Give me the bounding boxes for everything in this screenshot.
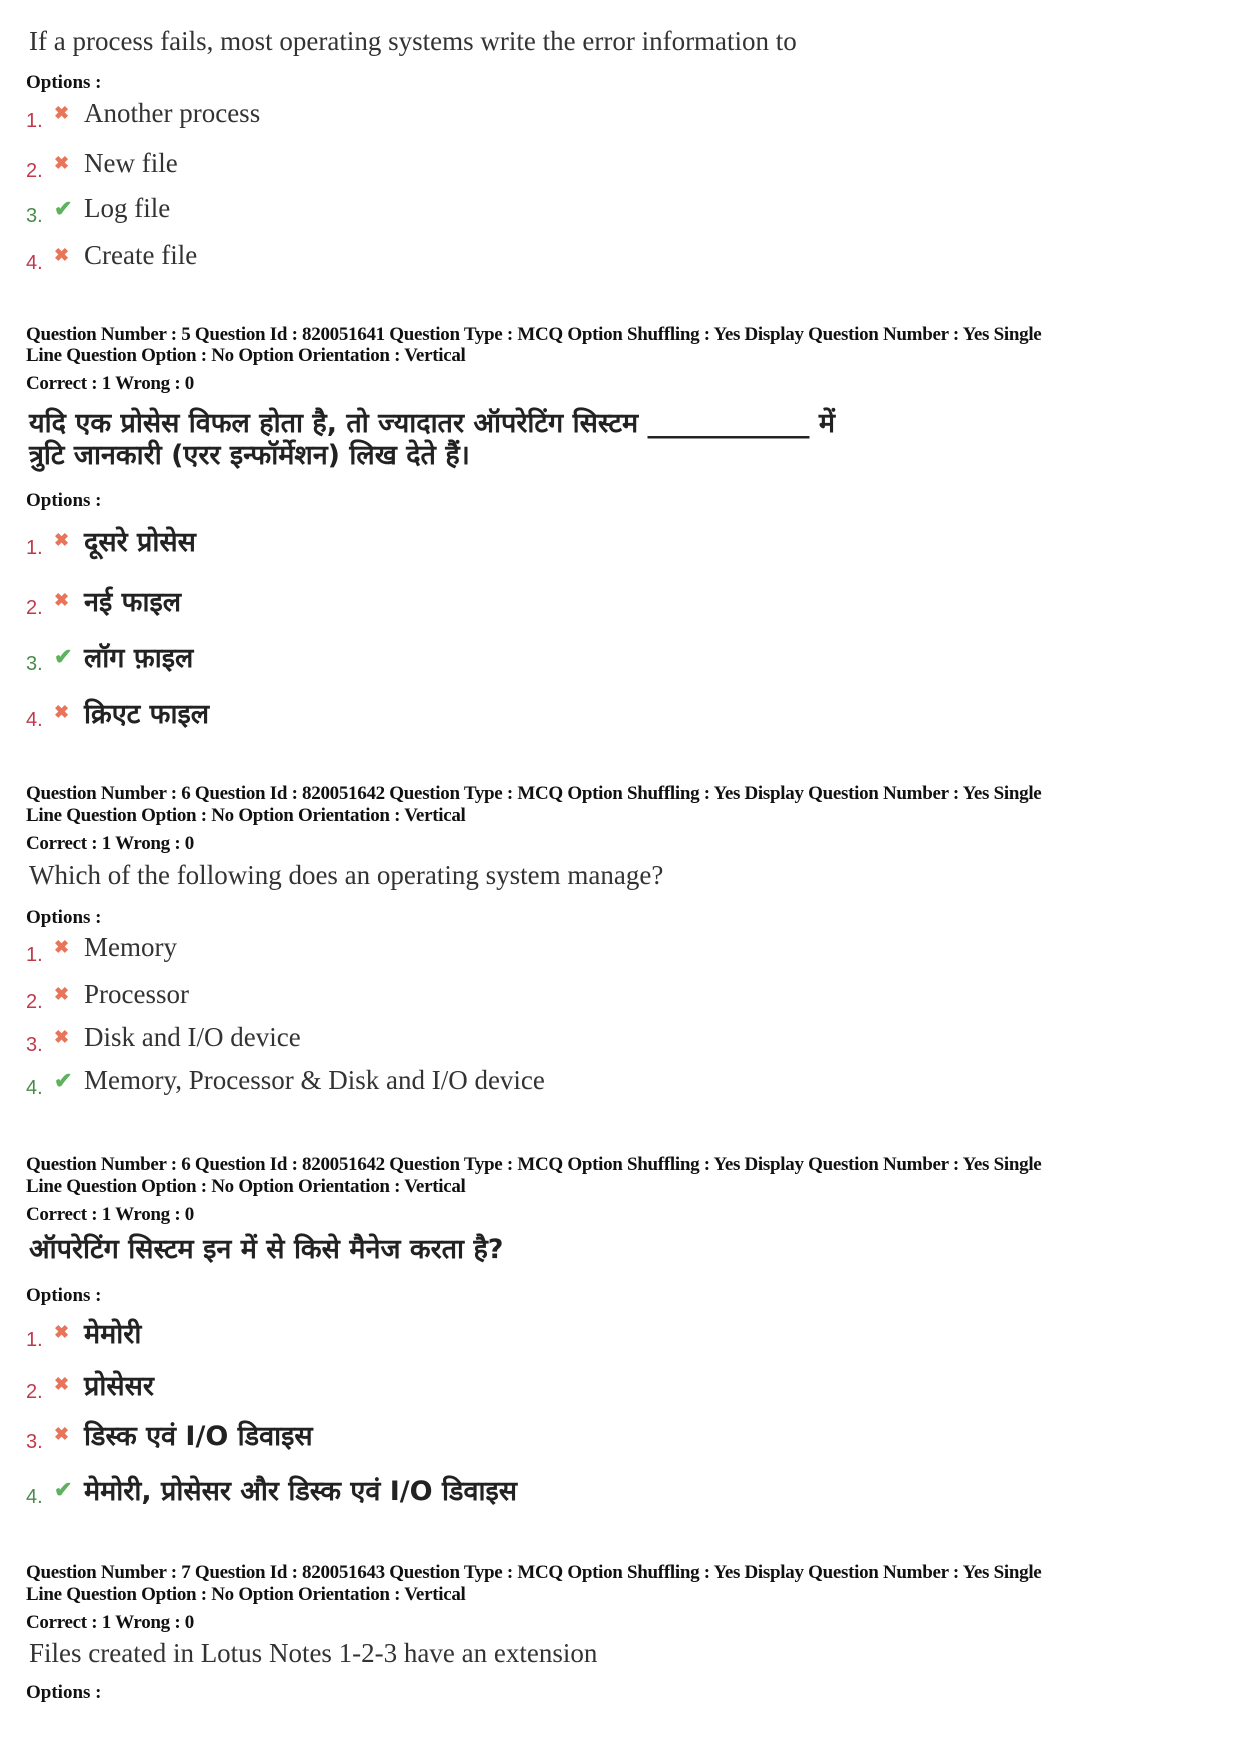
option-number: 1. xyxy=(26,1329,43,1351)
options-label: Options : xyxy=(26,1682,102,1703)
question-meta-line2: Line Question Option : No Option Orientation : Vertical xyxy=(26,805,466,826)
option-text: डिस्क एवं I/O डिवाइस xyxy=(84,1421,313,1452)
option-text: प्रोसेसर xyxy=(84,1371,154,1402)
option-text: मेमोरी xyxy=(84,1319,142,1350)
option-item xyxy=(26,694,209,731)
cross-icon: ✖ xyxy=(54,530,70,550)
option-item xyxy=(26,193,171,227)
question-meta-line2: Line Question Option : No Option Orientation : Vertical xyxy=(26,345,466,366)
cross-icon: ✖ xyxy=(54,1322,70,1342)
option-item xyxy=(26,932,177,966)
cross-icon: ✖ xyxy=(54,103,70,123)
option-item xyxy=(26,98,261,132)
options-label: Options : xyxy=(26,907,102,928)
option-number: 3. xyxy=(26,205,43,227)
options-label: Options : xyxy=(26,490,102,511)
cross-icon: ✖ xyxy=(54,1027,70,1047)
option-number: 2. xyxy=(26,991,43,1013)
option-item xyxy=(26,1314,141,1351)
option-text: Create file xyxy=(84,240,198,270)
question-meta-line1: Question Number : 6 Question Id : 820051642 Question Type : MCQ Option Shuffling : Yes Display Question Number : Yes Single xyxy=(26,1154,1042,1175)
option-text: मेमोरी, प्रोसेसर और डिस्क एवं I/O डिवाइस xyxy=(84,1476,517,1507)
option-text: Processor xyxy=(84,979,189,1009)
option-number: 4. xyxy=(26,1486,43,1508)
option-text: Log file xyxy=(84,193,171,223)
check-icon: ✔ xyxy=(54,1476,73,1502)
option-number: 4. xyxy=(26,1077,43,1099)
option-number: 4. xyxy=(26,709,43,731)
option-item xyxy=(26,979,189,1013)
cross-icon: ✖ xyxy=(54,1424,70,1444)
option-text: Another process xyxy=(84,98,261,128)
option-item xyxy=(26,240,198,274)
question-text-line: यदि एक प्रोसेस विफल होता है, तो ज्यादातर ऑपरेटिंग सिस्टम ____________ में xyxy=(29,408,836,439)
option-number: 2. xyxy=(26,597,43,619)
question-meta-line2: Line Question Option : No Option Orientation : Vertical xyxy=(26,1176,466,1197)
option-item xyxy=(26,1416,313,1453)
question-text xyxy=(29,408,835,472)
option-number: 1. xyxy=(26,944,43,966)
option-number: 3. xyxy=(26,653,43,675)
score-info: Correct : 1 Wrong : 0 xyxy=(26,833,195,854)
options-label: Options : xyxy=(26,1285,102,1306)
option-number: 4. xyxy=(26,252,43,274)
option-text: Memory, Processor & Disk and I/O device xyxy=(84,1065,545,1095)
question-meta-line1: Question Number : 6 Question Id : 820051642 Question Type : MCQ Option Shuffling : Yes Display Question Number : Yes Single xyxy=(26,783,1042,804)
option-text: New file xyxy=(84,148,178,178)
question-meta-line1: Question Number : 7 Question Id : 820051643 Question Type : MCQ Option Shuffling : Yes Display Question Number : Yes Single xyxy=(26,1562,1042,1583)
question-text: Which of the following does an operating system manage? xyxy=(29,860,664,890)
option-number: 3. xyxy=(26,1431,43,1453)
score-info: Correct : 1 Wrong : 0 xyxy=(26,373,195,394)
option-number: 2. xyxy=(26,1381,43,1403)
option-item xyxy=(26,582,181,619)
option-text: नई फाइल xyxy=(84,587,182,618)
option-item xyxy=(26,1022,301,1056)
question-meta-line1: Question Number : 5 Question Id : 820051641 Question Type : MCQ Option Shuffling : Yes Display Question Number : Yes Single xyxy=(26,324,1042,345)
option-number: 3. xyxy=(26,1034,43,1056)
cross-icon: ✖ xyxy=(54,590,70,610)
option-text: Memory xyxy=(84,932,177,962)
question-text-line: त्रुटि जानकारी (एरर इन्फॉर्मेशन) लिख देते हैं। xyxy=(29,440,470,471)
check-icon: ✔ xyxy=(54,643,73,669)
option-item xyxy=(26,1366,154,1403)
option-number: 1. xyxy=(26,537,43,559)
score-info: Correct : 1 Wrong : 0 xyxy=(26,1204,195,1225)
option-item xyxy=(26,1065,545,1099)
check-icon: ✔ xyxy=(54,195,73,221)
cross-icon: ✖ xyxy=(54,153,70,173)
cross-icon: ✖ xyxy=(54,245,70,265)
score-info: Correct : 1 Wrong : 0 xyxy=(26,1612,195,1633)
question-text: ऑपरेटिंग सिस्टम इन में से किसे मैनेज करता है? xyxy=(29,1234,504,1265)
option-text: लॉग फ़ाइल xyxy=(84,643,194,674)
option-item xyxy=(26,1471,517,1508)
options-label: Options : xyxy=(26,72,102,93)
option-number: 1. xyxy=(26,110,43,132)
cross-icon: ✖ xyxy=(54,1374,70,1394)
option-text: दूसरे प्रोसेस xyxy=(84,527,196,558)
question-text: Files created in Lotus Notes 1-2-3 have an extension xyxy=(29,1638,598,1668)
question-text: If a process fails, most operating systems write the error information to xyxy=(29,26,797,56)
option-item xyxy=(26,522,196,559)
cross-icon: ✖ xyxy=(54,702,70,722)
option-item xyxy=(26,148,178,182)
question-meta-line2: Line Question Option : No Option Orientation : Vertical xyxy=(26,1584,466,1605)
check-icon: ✔ xyxy=(54,1067,73,1093)
option-text: क्रिएट फाइल xyxy=(84,699,210,730)
option-item xyxy=(26,638,193,675)
option-text: Disk and I/O device xyxy=(84,1022,301,1052)
cross-icon: ✖ xyxy=(54,937,70,957)
option-number: 2. xyxy=(26,160,43,182)
cross-icon: ✖ xyxy=(54,984,70,1004)
